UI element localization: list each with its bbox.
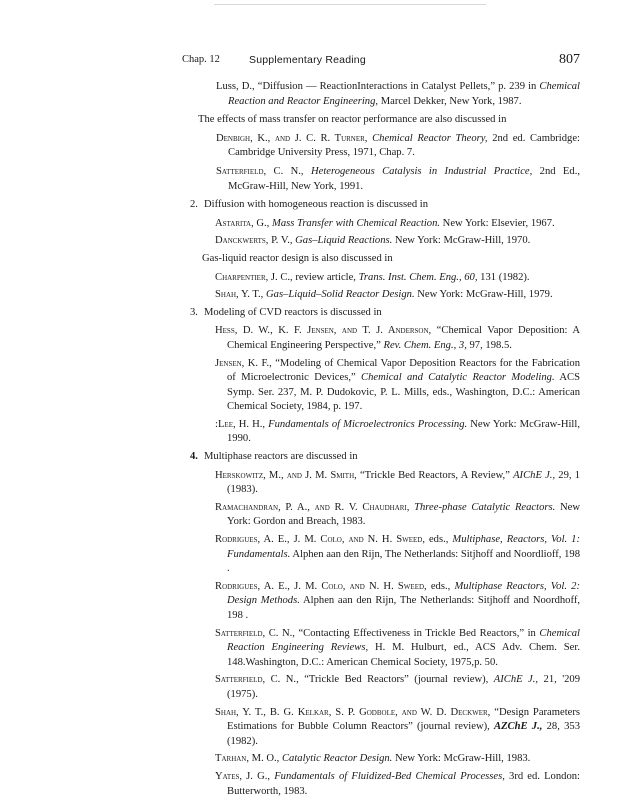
ref-author: Herskowitz, M., and J. M. Smith, <box>215 469 357 481</box>
ref-title: “Chemical Vapor Deposition: A Chemical Engineering Perspective,” <box>227 325 580 351</box>
ref-rest: 3rd ed. London: Butterworth, 1983. <box>227 770 580 797</box>
ref-author: Danckwerts, P. V., <box>215 235 293 247</box>
ref-author: Rodrigues, A. E., J. M. Colo, and N. H. Sweed, <box>215 534 425 546</box>
ref-pre: review article, <box>292 271 359 283</box>
ref-satterfield-1975b <box>184 673 580 702</box>
ref-rodrigues-vol2 <box>184 580 580 624</box>
ref-denbigh <box>184 132 580 161</box>
ref-source: Chemical Reaction and Reactor Engineering, <box>228 81 580 107</box>
ref-source: Fundamentals of Fluidized-Bed Chemical Processes, <box>270 770 505 782</box>
ref-astarita <box>184 217 580 232</box>
ref-source: Rev. Chem. Eng., 3, <box>383 339 467 351</box>
ref-satterfield-1975a <box>184 627 580 671</box>
ref-herskowitz <box>184 469 580 498</box>
note-gas-liquid: Gas-liquid reactor design is also discussed in <box>202 252 393 264</box>
ref-shah-1982 <box>184 706 580 750</box>
ref-source: Heterogeneous Catalysis in Industrial Practice, <box>303 165 533 177</box>
ref-charpentier <box>184 271 580 286</box>
chapter-label: Chap. 12 <box>182 54 220 65</box>
ref-author: Charpentier, J. C., <box>215 271 293 283</box>
ref-danckwerts <box>184 234 580 249</box>
ref-author: Rodrigues, A. E., J. M. Colo, and N. H. Sweed, <box>215 580 427 592</box>
ref-title: “Modeling of Chemical Vapor Deposition Reactors for the Fabrication of Microelectronic Devices,” <box>227 357 581 384</box>
ref-rest: 97, 198.5. <box>466 339 512 351</box>
list-item-3 <box>184 306 580 321</box>
ref-rest: New York: Elsevier, 1967. <box>440 217 555 229</box>
ref-yates <box>184 770 580 799</box>
ref-source: Mass Transfer with Chemical Reaction. <box>269 217 441 229</box>
ref-source: AIChE J., <box>493 674 539 686</box>
ref-jensen <box>184 357 580 415</box>
ref-ramachandran <box>184 501 580 530</box>
ref-author: :Lee, H. H., <box>215 418 266 430</box>
ref-source: Trans. Inst. Chem. Eng., 60, <box>358 271 478 283</box>
ref-rest: 131 (1982). <box>477 271 530 283</box>
list-item-4 <box>184 450 580 465</box>
ref-source: Chemical Reactor Theory, <box>367 132 488 144</box>
ref-title: “Design Parameters Estimations for Bubble Column Reactors” (journal review), <box>227 706 580 733</box>
ref-luss <box>184 80 580 109</box>
ref-author: Ramachandran, P. A., and R. V. Chaudhari, <box>215 501 410 513</box>
ref-source: Multiphase, Reactors, Vol. 1: Fundamentals. <box>227 534 580 560</box>
page-header <box>182 52 580 72</box>
ref-source: Chemical and Catalytic Reactor Modeling. <box>361 372 555 384</box>
ref-rest: Alphen aan den Rijn, The Netherlands: Sitjhoff and Noordhoff, 198 . <box>227 595 580 621</box>
ref-satterfield-1991 <box>184 165 580 194</box>
ref-author: Shah, Y. T., <box>215 289 264 301</box>
ref-author: Denbigh, K., and J. C. R. Turner, <box>216 132 368 144</box>
ref-title: “Contacting Effectiveness in Trickle Bed Reactors,” in <box>294 627 540 639</box>
item-number: 2. <box>190 199 198 211</box>
ref-rest: H. M. Hulburt, ed., ACS Adv. Chem. Ser. 148.Washington, D.C.: American Chemical Society, 1975,p. 50. <box>227 642 580 668</box>
section-title: Supplementary Reading <box>249 54 366 66</box>
ref-rest: New York: McGraw-Hill, 1979. <box>414 289 553 301</box>
ref-rest: 28, 353 (1982). <box>227 721 580 747</box>
ref-source: Catalytic Reactor Design. <box>279 753 393 765</box>
ref-author: Astarita, G., <box>215 217 270 229</box>
ref-title: “Diffusion — ReactionInteractions in Catalyst Pellets,” p. 239 in <box>254 81 540 92</box>
list-item-2 <box>184 198 580 213</box>
ref-rodrigues-vol1 <box>184 533 580 577</box>
ref-rest: New York: Gordon and Breach, 1983. <box>227 501 580 528</box>
page-number: 807 <box>559 52 580 67</box>
ref-lee <box>184 418 580 447</box>
ref-source: Gas–Liquid Reactions. <box>292 235 393 247</box>
ref-source: AZChE J., <box>494 721 543 733</box>
reading-list <box>184 80 580 802</box>
ref-pre: eds., <box>424 534 453 546</box>
ref-author: Tarhan, M. O., <box>215 753 280 765</box>
item-number: 4. <box>190 451 198 463</box>
item-text: Diffusion with homogeneous reaction is discussed in <box>204 199 429 211</box>
top-rule <box>214 4 486 5</box>
item-number: 3. <box>190 306 198 318</box>
ref-rest: New York: McGraw-Hill, 1983. <box>392 753 531 765</box>
ref-author: Yates, J. G., <box>215 770 271 782</box>
ref-author: Satterfield, C. N., <box>215 627 295 639</box>
ref-source: Chemical Reaction Engineering Reviews, <box>227 627 580 654</box>
ref-author: Hess, D. W., K. F. Jensen, and T. J. Anderson, <box>215 325 432 337</box>
ref-author: Satterfield, C. N., <box>215 674 299 686</box>
ref-rest: 2nd ed. Cambridge: Cambridge University Press, 1971, Chap. 7. <box>228 132 580 159</box>
ref-rest: New York: McGraw-Hill, 1990. <box>227 418 580 445</box>
ref-title: “Trickle Bed Reactors, A Review,” <box>356 469 514 481</box>
ref-rest: New York: McGraw-Hill, 1970. <box>392 235 531 247</box>
ref-rest: 29, 1 (1983). <box>227 469 580 496</box>
item-text: Multiphase reactors are discussed in <box>204 451 358 463</box>
ref-rest: 2nd Ed., McGraw-Hill, New York, 1991. <box>228 165 580 192</box>
ref-author: Shah, Y. T., B. G. Kelkar, S. P. Godbole, and W. D. Deckwer, <box>215 706 491 718</box>
ref-hess <box>184 324 580 353</box>
ref-shah-1979 <box>184 288 580 303</box>
ref-pre: eds., <box>426 580 455 592</box>
ref-rest: Marcel Dekker, New York, 1987. <box>378 95 522 107</box>
ref-source: Gas–Liquid–Solid Reactor Design. <box>263 289 415 301</box>
ref-source: Multiphase Reactors, Vol. 2: Design Methods. <box>227 580 580 607</box>
ref-rest: Alphen aan den Rijn, The Netherlands: Sitjhoff and Noordlioff, 198 . <box>227 548 580 575</box>
item-text: Modeling of CVD reactors is discussed in <box>204 306 382 318</box>
ref-tarhan <box>184 752 580 767</box>
note-mass-transfer: The effects of mass transfer on reactor performance are also discussed in <box>198 114 507 126</box>
ref-author: Luss, D., <box>216 81 255 92</box>
ref-rest: 21, '209 (1975). <box>227 674 581 700</box>
ref-title: “Trickle Bed Reactors” (journal review), <box>298 674 494 686</box>
ref-rest: ACS Symp. Ser. 237, M. P. Dudokovic, P. L. Mills, eds., Washington, D.C.: American Chemical Society, 1984, p. 197. <box>227 372 581 413</box>
ref-source: Three-phase Catalytic Reactors. <box>409 501 556 513</box>
ref-author: Jensen, K. F., <box>215 357 272 369</box>
ref-author: Satterfield, C. N., <box>216 165 304 177</box>
ref-source: Fundamentals of Microelectronics Processing. <box>265 418 468 430</box>
ref-source: AIChE J., <box>513 469 556 481</box>
